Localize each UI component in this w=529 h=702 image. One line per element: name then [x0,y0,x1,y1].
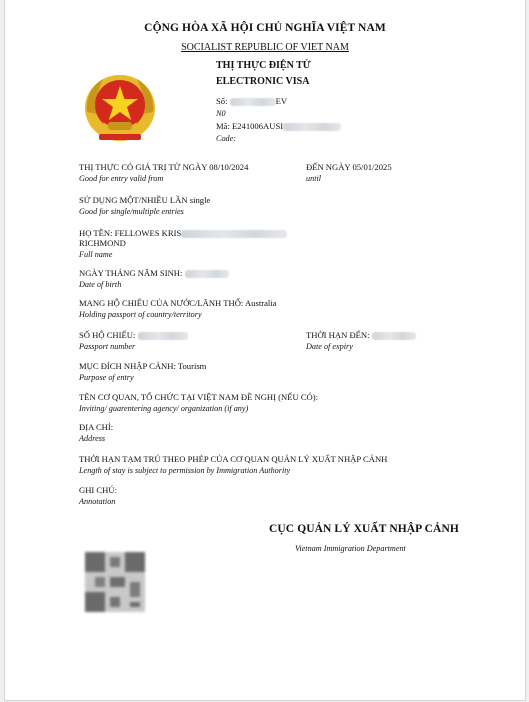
qr-code-icon [85,552,145,612]
passport-country-vi: MANG HỘ CHIẾU CỦA NƯỚC/LÃNH THỔ: Australia [79,298,277,308]
redacted-dob [185,270,229,278]
no-label: N0 [216,109,226,118]
passport-number-vi: SỐ HỘ CHIẾU: [79,330,136,340]
visa-number-suffix: EV [275,96,288,106]
full-name-line2: RICHMOND [79,238,126,248]
authority-en: Vietnam Immigration Department [295,544,406,553]
authority-vi: CỤC QUẢN LÝ XUẤT NHẬP CẢNH [269,523,459,535]
purpose-vi: MỤC ĐÍCH NHẬP CẢNH: Tourism [79,361,207,371]
redacted-name [181,230,287,238]
national-emblem-icon [81,72,159,144]
full-name-en: Full name [79,250,113,259]
dob-vi: NGÀY THÁNG NĂM SINH: [79,268,183,278]
valid-to-vi: ĐẾN NGÀY 05/01/2025 [306,162,392,172]
dob-en: Date of birth [79,280,122,289]
dob-row [79,268,229,278]
visa-number-label: Số: [216,96,228,106]
redacted-expiry [372,332,416,340]
agency-en: Inviting/ guarentering agency/ organization (if any) [79,404,249,413]
redacted-visa-code [283,123,341,131]
expiry-row [306,330,416,340]
visa-code [216,121,341,131]
annotation-en: Annotation [79,497,116,506]
stay-en: Length of stay is subject to permission by Immigration Authority [79,466,291,475]
redacted-visa-number [230,98,276,106]
code-label: Code: [216,134,237,143]
country-title-en: SOCIALIST REPUBLIC OF VIET NAM [181,42,349,53]
stay-vi: THỜI HẠN TẠM TRÚ THEO PHÉP CỦA CƠ QUAN QUẢN LÝ XUẤT NHẬP CẢNH [79,454,388,464]
full-name-line1 [79,228,287,238]
visa-code-label: Mã: [216,121,230,131]
passport-number-row [79,330,188,340]
passport-number-en: Passport number [79,342,136,351]
visa-code-value: E241006AUSI [232,121,284,131]
agency-vi: TÊN CƠ QUAN, TỔ CHỨC TẠI VIỆT NAM ĐỀ NGHỊ (NẾU CÓ): [79,392,319,402]
valid-to-en: until [306,174,322,183]
annotation-vi: GHI CHÚ: [79,485,117,495]
country-title-vi: CỘNG HÒA XÃ HỘI CHỦ NGHĨA VIỆT NAM [144,22,386,34]
visa-document [4,0,526,701]
valid-from-en: Good for entry valid from [79,174,164,183]
visa-title-en: ELECTRONIC VISA [216,76,310,87]
expiry-vi: THỜI HẠN ĐẾN: [306,330,370,340]
visa-number [216,96,287,106]
redacted-passport-number [138,332,188,340]
address-vi: ĐỊA CHỈ: [79,422,114,432]
expiry-en: Date of expiry [306,342,353,351]
address-en: Address [79,434,106,443]
purpose-en: Purpose of entry [79,373,134,382]
valid-from-vi: THỊ THỰC CÓ GIÁ TRỊ TỪ NGÀY 08/10/2024 [79,162,249,172]
passport-country-en: Holding passport of country/territory [79,310,202,319]
visa-title-vi: THỊ THỰC ĐIỆN TỬ [216,60,311,71]
usage-vi: SỬ DỤNG MỘT/NHIỀU LẦN single [79,195,211,205]
full-name-vi: HỌ TÊN: FELLOWES KRIS [79,228,182,238]
usage-en: Good for single/multiple entries [79,207,184,216]
